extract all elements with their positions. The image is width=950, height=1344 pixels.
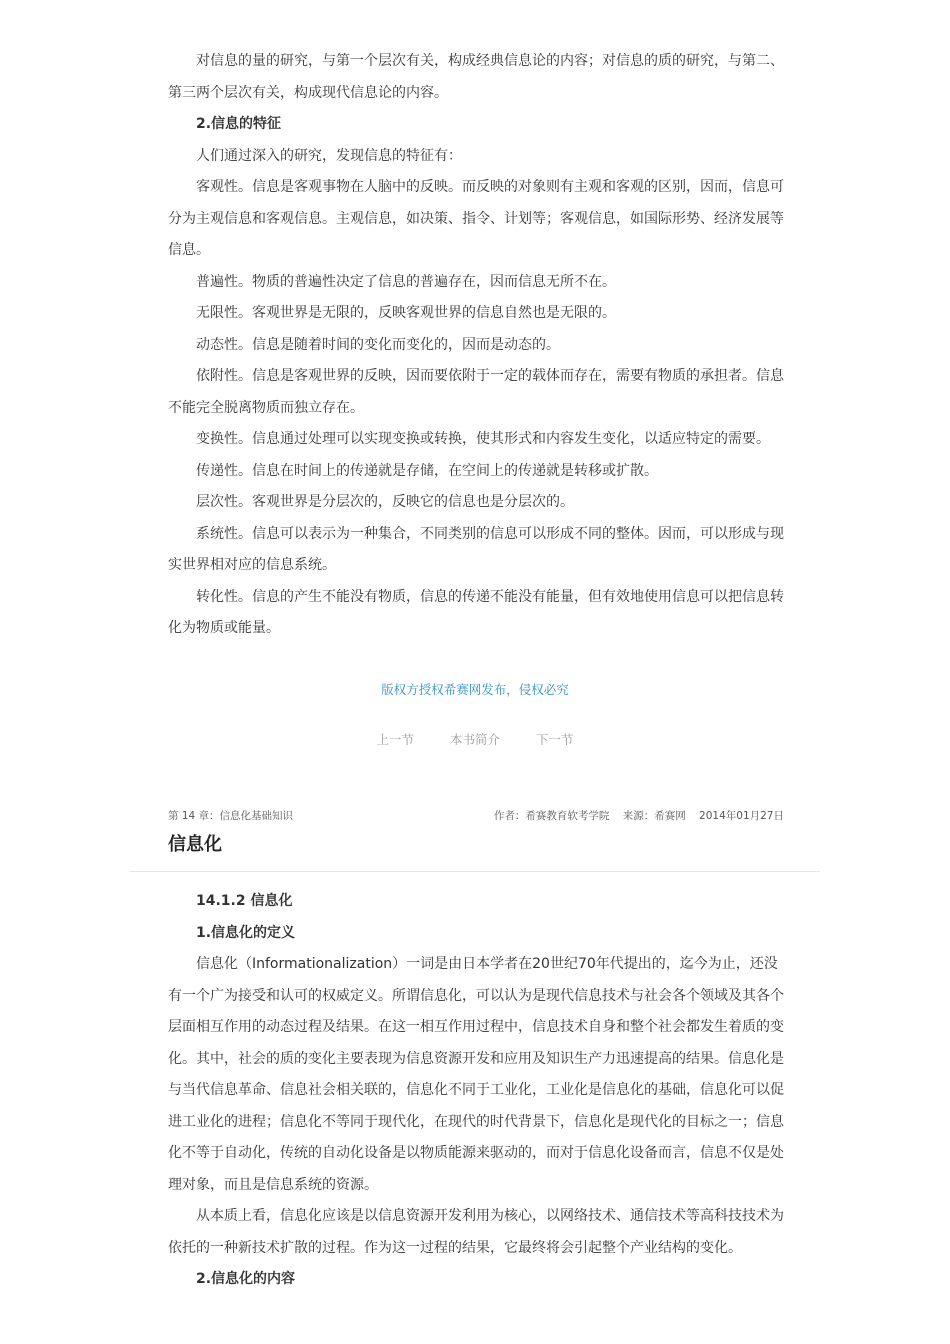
- publish-date: 2014年01月27日: [699, 810, 784, 822]
- next-section-link[interactable]: 下一节: [535, 732, 574, 747]
- section-heading: 2.信息化的内容: [196, 1271, 296, 1287]
- author: 作者：希赛教育软考学院: [493, 810, 610, 822]
- chapter-label: 第 14 章：信息化基础知识: [168, 810, 294, 822]
- section-navigation: [0, 730, 950, 748]
- paragraph: 对信息的量的研究，与第一个层次有关，构成经典信息论的内容；对信息的质的研究，与第二、第三两个层次有关，构成现代信息论的内容。: [168, 53, 784, 101]
- trait-paragraph: 依附性。信息是客观世界的反映，因而要依附于一定的载体而存在，需要有物质的承担者。信息不能完全脱离物质而独立存在。: [168, 368, 784, 416]
- source: 来源：希赛网: [622, 810, 686, 822]
- trait-paragraph: 客观性。信息是客观事物在人脑中的反映。而反映的对象则有主观和客观的区别，因而，信息可分为主观信息和客观信息。主观信息，如决策、指令、计划等；客观信息，如国际形势、经济发展等信息。: [168, 179, 784, 258]
- prev-section-link[interactable]: 上一节: [376, 732, 414, 747]
- copyright-notice: 版权方授权希赛网发布，侵权必究: [381, 682, 569, 697]
- paragraph: 从本质上看，信息化应该是以信息资源开发利用为核心，以网络技术、通信技术等高科技技术为依托的一种新技术扩散的过程。作为这一过程的结果，它最终将会引起整个产业结构的变化。: [168, 1208, 784, 1256]
- divider: [130, 871, 820, 872]
- book-intro-link[interactable]: 本书简介: [449, 732, 500, 747]
- previous-section-content: [168, 46, 784, 645]
- trait-paragraph: 层次性。客观世界是分层次的，反映它的信息也是分层次的。: [196, 494, 574, 510]
- trait-paragraph: 传递性。信息在时间上的传递就是存储，在空间上的传递就是转移或扩散。: [196, 462, 658, 479]
- subsection-heading: 14.1.2 信息化: [196, 893, 293, 909]
- paragraph: 人们通过深入的研究，发现信息的特征有：: [196, 147, 462, 164]
- trait-paragraph: 转化性。信息的产生不能没有物质，信息的传递不能没有能量，但有效地使用信息可以把信息转化为物质或能量。: [168, 588, 784, 636]
- section-heading: 1.信息化的定义: [196, 924, 296, 941]
- trait-paragraph: 无限性。客观世界是无限的，反映客观世界的信息自然也是无限的。: [196, 305, 616, 321]
- trait-paragraph: 变换性。信息通过处理可以实现变换或转换，使其形式和内容发生变化，以适应特定的需要。: [196, 431, 770, 447]
- article-info: [484, 808, 784, 823]
- article-content: [168, 886, 784, 1296]
- page-title: 信息化: [168, 834, 222, 855]
- paragraph: 信息化（Informationalization）一词是由日本学者在20世纪70年代提出的，迄今为止，还没有一个广为接受和认可的权威定义。所谓信息化，可以认为是现代信息技术与社会各个领域及其各个层面相互作用的动态过程及结果。在这一相互作用过程中，信息技术自身和整个社会都发生着质的变化。其中，社会的质的变化主要表现为信息资源开发和应用及知识生产力迅速提高的结果。信息化是与当代信息革命、信息社会相关联的，信息化不同于工业化，工业化是信息化的基础，信息化可以促进工业化的进程；信息化不等同于现代化，在现代的时代背景下，信息化是现代化的目标之一；信息化不等于自动化，传统的自动化设备是以物质能源来驱动的，而对于信息化设备而言，信息不仅是处理对象，而且是信息系统的资源。: [168, 956, 784, 1193]
- trait-paragraph: 普遍性。物质的普遍性决定了信息的普遍存在，因而信息无所不在。: [196, 273, 616, 290]
- trait-paragraph: 动态性。信息是随着时间的变化而变化的，因而是动态的。: [196, 336, 560, 353]
- trait-paragraph: 系统性。信息可以表示为一种集合，不同类别的信息可以形成不同的整体。因而，可以形成与现实世界相对应的信息系统。: [168, 525, 784, 573]
- section-heading: 2.信息的特征: [196, 116, 282, 132]
